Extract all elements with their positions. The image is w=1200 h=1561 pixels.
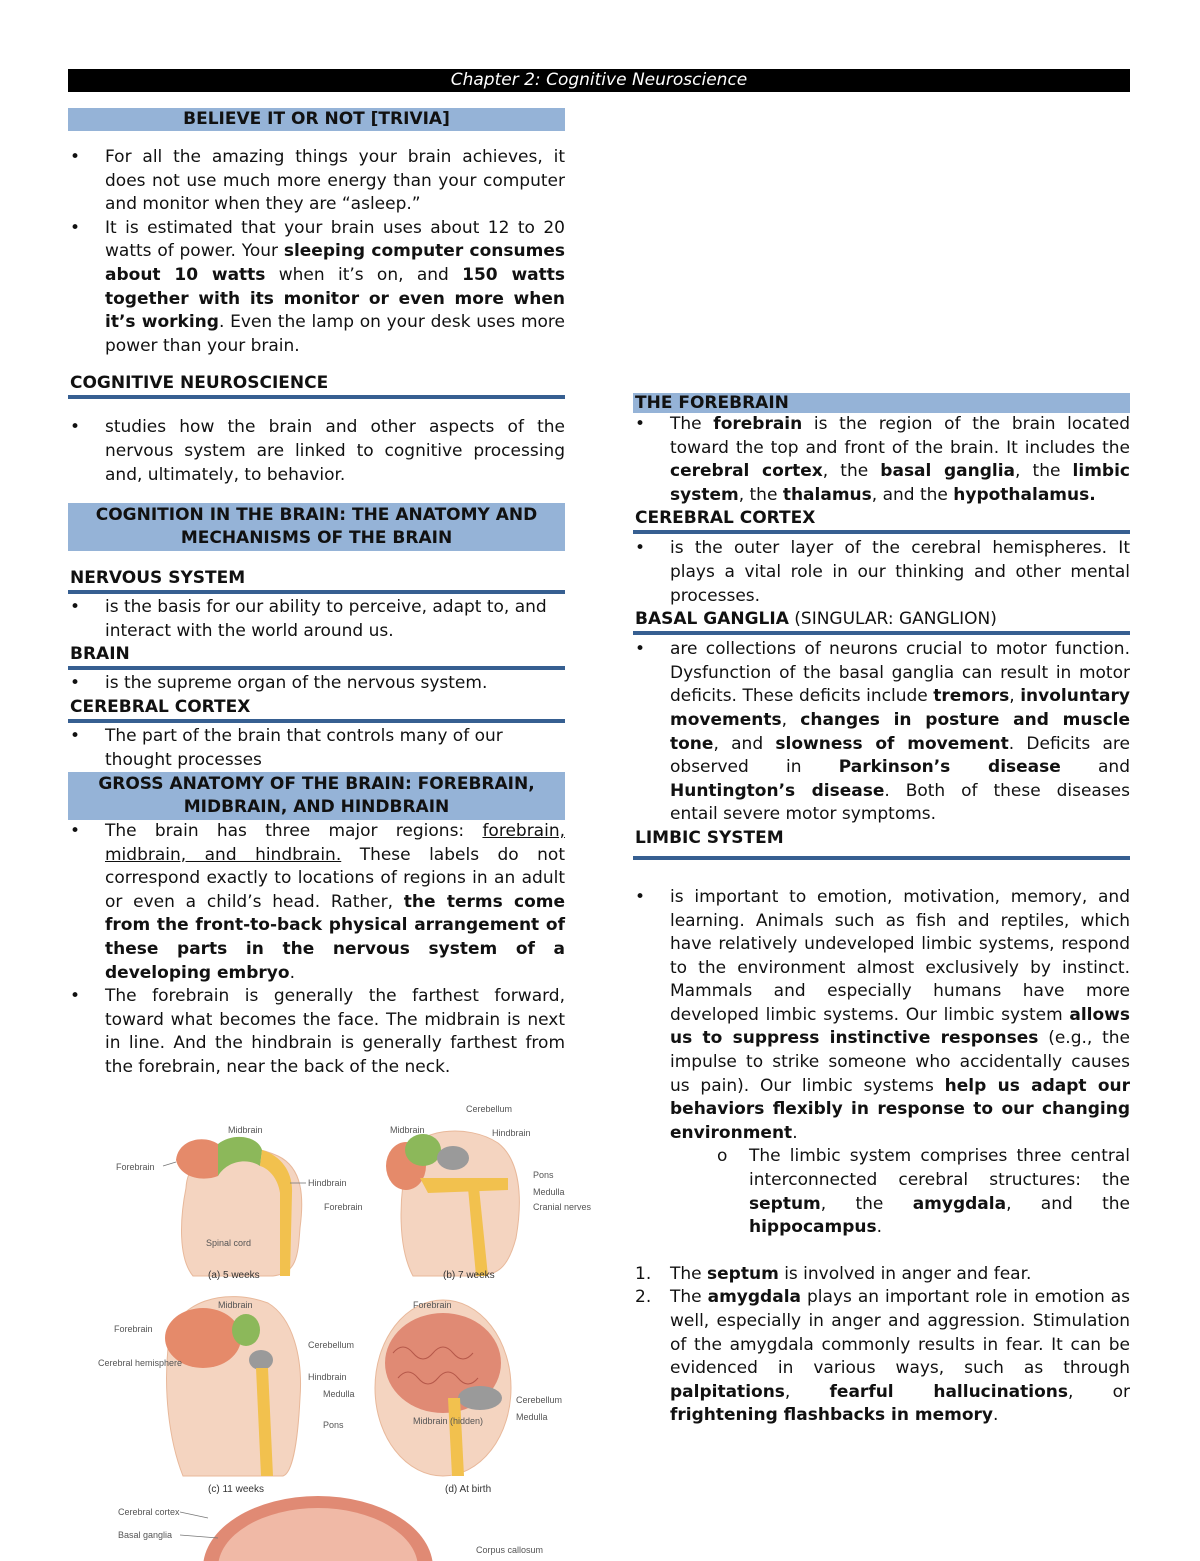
- right-cortex-list: [633, 537, 1130, 608]
- bold-text: allows us to suppress instinctive responses: [670, 1004, 1130, 1049]
- bold-text: slowness of movement: [775, 733, 1009, 754]
- caption-b: (b) 7 weeks: [443, 1270, 495, 1281]
- text: .: [876, 1217, 883, 1238]
- gross-heading: [68, 772, 565, 820]
- brain-development-figure: [68, 1098, 592, 1555]
- heading-line: COGNITION IN THE BRAIN: THE ANATOMY AND: [95, 505, 538, 526]
- label-cranial-nerves-b: Cranial nerves: [533, 1202, 592, 1212]
- text: .: [289, 962, 295, 983]
- brain-heading: BRAIN: [68, 643, 565, 670]
- trivia-text-1: For all the amazing things your brain achieves, it does not use much more energy than your computer and monitor when they are “asleep.”: [105, 147, 565, 215]
- embryo-5-weeks: [116, 1125, 347, 1281]
- text: , the: [738, 484, 783, 505]
- cortex-list: [68, 725, 565, 772]
- forebrain-heading: THE FOREBRAIN: [633, 393, 1130, 413]
- bold-text: thalamus: [782, 484, 872, 505]
- bold-text: limbic system: [670, 461, 1130, 505]
- label-medulla-c: Medulla: [323, 1389, 355, 1399]
- label-medulla-d: Medulla: [516, 1412, 548, 1422]
- trivia-heading: BELIEVE IT OR NOT [TRIVIA]: [68, 108, 565, 131]
- list-item: [68, 416, 565, 487]
- text: , the: [1015, 461, 1073, 482]
- text: is the outer layer of the cerebral hemispheres. It plays a vital role in our thinking and other mental processes.: [670, 538, 1130, 606]
- list-item: [633, 1263, 1130, 1287]
- bold-text: amygdala: [912, 1193, 1007, 1214]
- text: The: [670, 414, 714, 434]
- label-midbrain-b: Midbrain: [390, 1125, 425, 1135]
- bold-text: basal ganglia: [880, 461, 1016, 482]
- text: when it’s on, and: [265, 264, 463, 285]
- text: ,: [784, 1381, 830, 1402]
- limbic-list: [633, 886, 1130, 1146]
- cogneuro-heading: COGNITIVE NEUROSCIENCE: [68, 372, 565, 399]
- bold-text: 150 watts together with its monitor or even more when it’s working: [105, 264, 565, 333]
- text: , and the: [1006, 1193, 1130, 1214]
- label-cerebral-cortex-e: Cerebral cortex: [118, 1507, 180, 1517]
- nervous-heading: NERVOUS SYSTEM: [68, 567, 565, 594]
- limbic-subitem: [633, 1145, 1130, 1239]
- label-cerebellum-b: Cerebellum: [466, 1104, 513, 1114]
- label-midbrain-a: Midbrain: [228, 1125, 263, 1135]
- bold-text: changes in posture and muscle tone: [670, 709, 1130, 754]
- underlined-text: forebrain, midbrain, and hindbrain.: [105, 821, 565, 865]
- left-column: [68, 108, 565, 1080]
- bold-text: forebrain: [713, 414, 803, 434]
- list-item: [633, 537, 1130, 608]
- caption-d: (d) At birth: [445, 1484, 492, 1495]
- heading-subtext: (SINGULAR: GANGLION): [788, 609, 997, 630]
- bold-text: hippocampus: [749, 1217, 877, 1238]
- text: The part of the brain that controls many of our thought processes: [105, 725, 503, 770]
- list-item: [68, 672, 565, 696]
- text: is important to emotion, motivation, memory, and learning. Animals such as fish and reptiles, which have relatively undeveloped limbic systems, respond to the environment almost exclusively by instinct. Mammals and especially humans have more developed limbic systems. Our limbic system: [670, 886, 1130, 1025]
- heading-line: MIDBRAIN, AND HINDBRAIN: [183, 797, 450, 818]
- label-forebrain-d: Forebrain: [413, 1300, 452, 1310]
- bold-text: sleeping computer consumes about 10 watts: [105, 241, 565, 285]
- list-item: [633, 413, 1130, 507]
- list-item: [633, 638, 1130, 827]
- label-midbrain-d: Midbrain (hidden): [413, 1416, 484, 1426]
- text: plays an important role in emotion as well, especially in anger and aggression. Stimulation of the amygdala commonly results in fear. It can be evidenced in various ways, such as through: [670, 1287, 1130, 1379]
- chapter-title: Chapter 2: Cognitive Neuroscience: [68, 69, 1130, 92]
- bold-text: frightening flashbacks in memory: [670, 1405, 993, 1426]
- list-item: [68, 146, 565, 217]
- bold-text: septum: [707, 1263, 779, 1284]
- cogneuro-list: [68, 416, 565, 487]
- list-item: [68, 217, 565, 359]
- text: . Even the lamp on your desk uses more power than your brain.: [105, 312, 565, 356]
- text: . Deficits are observed in: [670, 733, 1131, 778]
- text: These labels do not correspond exactly to locations of regions in an adult or even a child’s head. Rather,: [105, 844, 565, 912]
- limbic-numbered-list: [633, 1263, 1130, 1428]
- label-midbrain-c: Midbrain: [218, 1300, 253, 1310]
- brain-at-birth: [375, 1300, 562, 1495]
- bold-text: fearful hallucinations: [829, 1381, 1069, 1402]
- cognition-heading: [68, 503, 565, 551]
- text: ,: [1009, 686, 1021, 707]
- basal-ganglia-list: [633, 638, 1130, 827]
- label-corpus-callosum-e: Corpus callosum: [476, 1545, 544, 1555]
- label-cerebellum-d: Cerebellum: [516, 1395, 563, 1405]
- bold-text: palpitations: [670, 1381, 785, 1402]
- nervous-list: [68, 596, 565, 643]
- list-number: 2.: [635, 1287, 652, 1308]
- heading-line: MECHANISMS OF THE BRAIN: [180, 528, 453, 549]
- label-medulla-b: Medulla: [533, 1187, 565, 1197]
- text: It is estimated that your brain uses about 12 to 20 watts of power. Your: [105, 217, 565, 262]
- text: .: [992, 1405, 999, 1426]
- label-cerebellum-c: Cerebellum: [308, 1340, 355, 1350]
- forebrain-list: [633, 413, 1130, 507]
- bold-text: hypothalamus.: [953, 484, 1096, 505]
- list-item: [68, 596, 565, 643]
- text: The: [670, 1287, 708, 1308]
- text: is the region of the brain located toward the top and front of the brain. It includes the: [670, 414, 1130, 458]
- heading-line: GROSS ANATOMY OF THE BRAIN: FOREBRAIN,: [98, 774, 535, 795]
- caption-c: (c) 11 weeks: [208, 1484, 264, 1495]
- text: , the: [820, 1193, 913, 1214]
- text: are collections of neurons crucial to motor function. Dysfunction of the basal ganglia can result in motor deficits. These deficits include: [670, 639, 1130, 707]
- label-cerebral-hemisphere-c: Cerebral hemisphere: [98, 1358, 183, 1368]
- text: , the: [822, 461, 881, 482]
- caption-a: (a) 5 weeks: [208, 1270, 260, 1281]
- label-hindbrain-b: Hindbrain: [492, 1128, 531, 1138]
- list-item: [68, 725, 565, 772]
- label-spinal-cord-a: Spinal cord: [206, 1238, 252, 1248]
- heading-text: BASAL GANGLIA: [635, 609, 789, 630]
- text: , and the: [871, 484, 954, 505]
- label-hindbrain-c: Hindbrain: [308, 1372, 347, 1382]
- text: studies how the brain and other aspects of the nervous system are linked to cognitive processing and, ultimately, to behavior.: [105, 417, 565, 485]
- text: . Both of these diseases entail severe motor symptoms.: [670, 780, 1131, 825]
- bold-text: involuntary movements: [670, 686, 1130, 730]
- embryo-7-weeks: [324, 1104, 592, 1281]
- limbic-heading: LIMBIC SYSTEM: [635, 827, 784, 848]
- bold-text: Huntington’s disease: [670, 780, 885, 801]
- label-forebrain-b: Forebrain: [324, 1202, 363, 1212]
- text: ,: [781, 709, 801, 730]
- text: The brain has three major regions:: [105, 821, 483, 842]
- trivia-list: [68, 146, 565, 358]
- bold-text: septum: [749, 1193, 821, 1214]
- text: is involved in anger and fear.: [778, 1263, 1032, 1284]
- text: , or: [1068, 1381, 1130, 1402]
- bold-text: Parkinson’s disease: [838, 757, 1061, 778]
- brain-section-partial: [118, 1496, 543, 1561]
- text: and: [1060, 757, 1130, 778]
- bold-text: help us adapt our behaviors flexibly in response to our changing environment: [670, 1075, 1130, 1143]
- brain-list: [68, 672, 565, 696]
- label-basal-ganglia-e: Basal ganglia: [118, 1530, 173, 1540]
- right-column: [633, 393, 1130, 1428]
- limbic-rule: [633, 856, 1130, 860]
- bold-text: the terms come from the front-to-back physical arrangement of these parts in the nervous system of a developing embryo: [105, 891, 565, 983]
- cortex-heading: CEREBRAL CORTEX: [68, 696, 565, 723]
- text: is the supreme organ of the nervous system.: [105, 673, 488, 694]
- text: The: [670, 1263, 708, 1284]
- label-pons-c: Pons: [323, 1420, 344, 1430]
- label-pons-b: Pons: [533, 1170, 554, 1180]
- right-cortex-heading: CEREBRAL CORTEX: [633, 507, 1130, 534]
- bold-text: tremors: [933, 686, 1010, 707]
- label-forebrain-c: Forebrain: [114, 1324, 153, 1334]
- brain-development-illustration: [68, 1098, 592, 1555]
- text: (e.g., the impulse to strike someone who accidentally causes us pain). Our limbic systems: [670, 1028, 1130, 1096]
- bold-text: cerebral cortex: [670, 461, 823, 482]
- list-item: [633, 1286, 1130, 1428]
- basal-ganglia-heading: [633, 608, 1130, 635]
- list-item: [68, 820, 565, 985]
- embryo-11-weeks: [98, 1297, 355, 1495]
- gross-list: [68, 820, 565, 1080]
- label-hindbrain-a: Hindbrain: [308, 1178, 347, 1188]
- list-item: [633, 886, 1130, 1146]
- text: The forebrain is generally the farthest forward, toward what becomes the face. The midbrain is next in line. And the hindbrain is generally farthest from the forebrain, near the back of the neck.: [105, 986, 565, 1078]
- text: The limbic system comprises three central interconnected cerebral structures: the: [749, 1146, 1130, 1191]
- text: , and: [713, 733, 776, 754]
- list-number: 1.: [635, 1263, 652, 1284]
- text: is the basis for our ability to perceive, adapt to, and interact with the world around us.: [105, 597, 547, 641]
- text: .: [792, 1122, 798, 1143]
- label-forebrain-a: Forebrain: [116, 1162, 155, 1172]
- bold-text: amygdala: [707, 1287, 802, 1308]
- list-item: [68, 985, 565, 1079]
